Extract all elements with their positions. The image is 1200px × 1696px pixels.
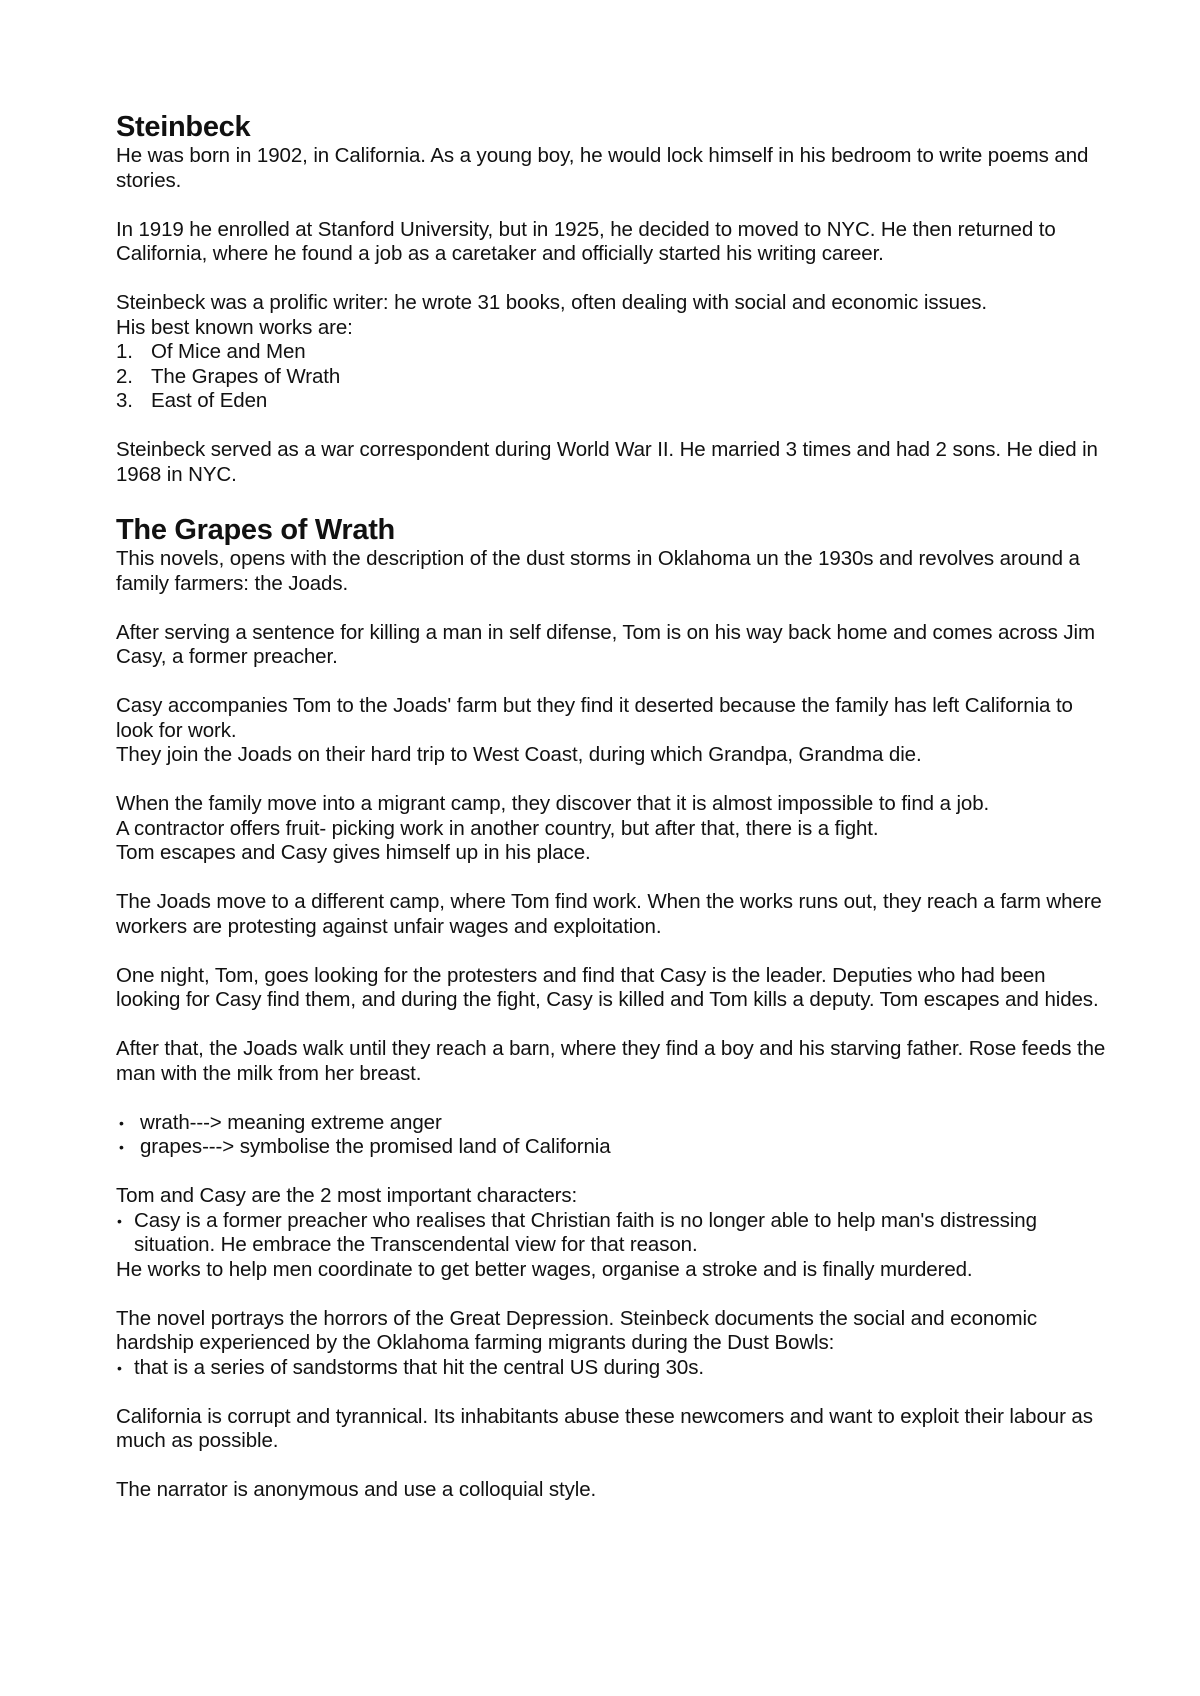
list-item-text: Casy is a former preacher who realises that Christian faith is no longer able to help man's distressing situation. He embrace the Transcendental view for that reason.: [134, 1208, 1037, 1256]
list-item-text: grapes---> symbolise the promised land of California: [140, 1135, 611, 1158]
paragraph: A contractor offers fruit- picking work in another country, but after that, there is a fight.: [116, 816, 879, 840]
list-item: [116, 1135, 1106, 1160]
list-item-text: wrath---> meaning extreme anger: [140, 1110, 442, 1134]
paragraph: His best known works are:: [116, 315, 353, 339]
paragraph: The novel portrays the horrors of the Great Depression. Steinbeck documents the social and economic hardship experienced by the Oklahoma farming migrants during the Dust Bowls:: [116, 1306, 1038, 1354]
list-number: 2.: [116, 364, 133, 388]
characters-list: [116, 1209, 1106, 1258]
paragraph: Casy accompanies Tom to the Joads' farm but they find it deserted because the family has left California to look for work.: [116, 694, 1073, 742]
list-number: 3.: [116, 389, 133, 412]
paragraph: Steinbeck served as a war correspondent during World War II. He married 3 times and had 2 sons. He died in 1968 in NYC.: [116, 438, 1098, 486]
paragraph: California is corrupt and tyrannical. Its inhabitants abuse these newcomers and want to exploit their labour as much as possible.: [116, 1404, 1093, 1452]
paragraph: He works to help men coordinate to get better wages, organise a stroke and is finally murdered.: [116, 1257, 973, 1281]
paragraph: The narrator is anonymous and use a colloquial style.: [116, 1478, 597, 1501]
list-item: [116, 340, 1106, 365]
paragraph: In 1919 he enrolled at Stanford University, but in 1925, he decided to moved to NYC. He then returned to California, where he found a job as a caretaker and officially started his writing career.: [116, 217, 1056, 265]
list-item-text: East of Eden: [151, 389, 268, 412]
bullet-icon: •: [119, 1139, 124, 1155]
paragraph: Tom and Casy are the 2 most important characters:: [116, 1184, 578, 1207]
works-list: [116, 340, 1106, 414]
paragraph: He was born in 1902, in California. As a young boy, he would lock himself in his bedroom to write poems and stories.: [116, 144, 1089, 192]
list-item: [116, 365, 1106, 390]
paragraph: After that, the Joads walk until they reach a barn, where they find a boy and his starving father. Rose feeds the man with the milk from her breast.: [116, 1037, 1106, 1085]
paragraph: Tom escapes and Casy gives himself up in his place.: [116, 841, 591, 864]
paragraph: After serving a sentence for killing a man in self difense, Tom is on his way back home and comes across Jim Casy, a former preacher.: [116, 620, 1095, 668]
list-item: [116, 389, 1106, 414]
paragraph: The Joads move to a different camp, where Tom find work. When the works runs out, they reach a farm where workers are protesting against unfair wages and exploitation.: [116, 890, 1102, 938]
bullet-icon: •: [119, 1114, 124, 1131]
list-item-text: Of Mice and Men: [151, 340, 306, 363]
paragraph: Steinbeck was a prolific writer: he wrote 31 books, often dealing with social and economic issues.: [116, 291, 988, 314]
title-meaning-list: [116, 1111, 1106, 1160]
paragraph: When the family move into a migrant camp, they discover that it is almost impossible to find a job.: [116, 792, 990, 815]
document-page: [116, 110, 1106, 1527]
paragraph: One night, Tom, goes looking for the protesters and find that Casy is the leader. Deputies who had been looking for Casy find them, and during the fight, Casy is killed and Tom kills a deputy. Tom escapes and hides.: [116, 963, 1099, 1011]
list-item: [116, 1356, 1106, 1381]
bullet-icon: •: [117, 1359, 122, 1376]
list-item: [116, 1111, 1106, 1136]
paragraph: This novels, opens with the description of the dust storms in Oklahoma un the 1930s and revolves around a family farmers: the Joads.: [116, 547, 1080, 595]
dust-bowl-list: [116, 1356, 1106, 1381]
list-item-text: The Grapes of Wrath: [151, 364, 341, 388]
list-number: 1.: [116, 340, 133, 363]
bullet-icon: •: [117, 1212, 122, 1229]
heading-grapes-of-wrath: The Grapes of Wrath: [116, 514, 395, 546]
paragraph: They join the Joads on their hard trip to West Coast, during which Grandpa, Grandma die.: [116, 743, 922, 766]
heading-steinbeck: Steinbeck: [116, 111, 251, 143]
list-item-text: that is a series of sandstorms that hit the central US during 30s.: [134, 1355, 704, 1379]
list-item: [116, 1209, 1106, 1258]
